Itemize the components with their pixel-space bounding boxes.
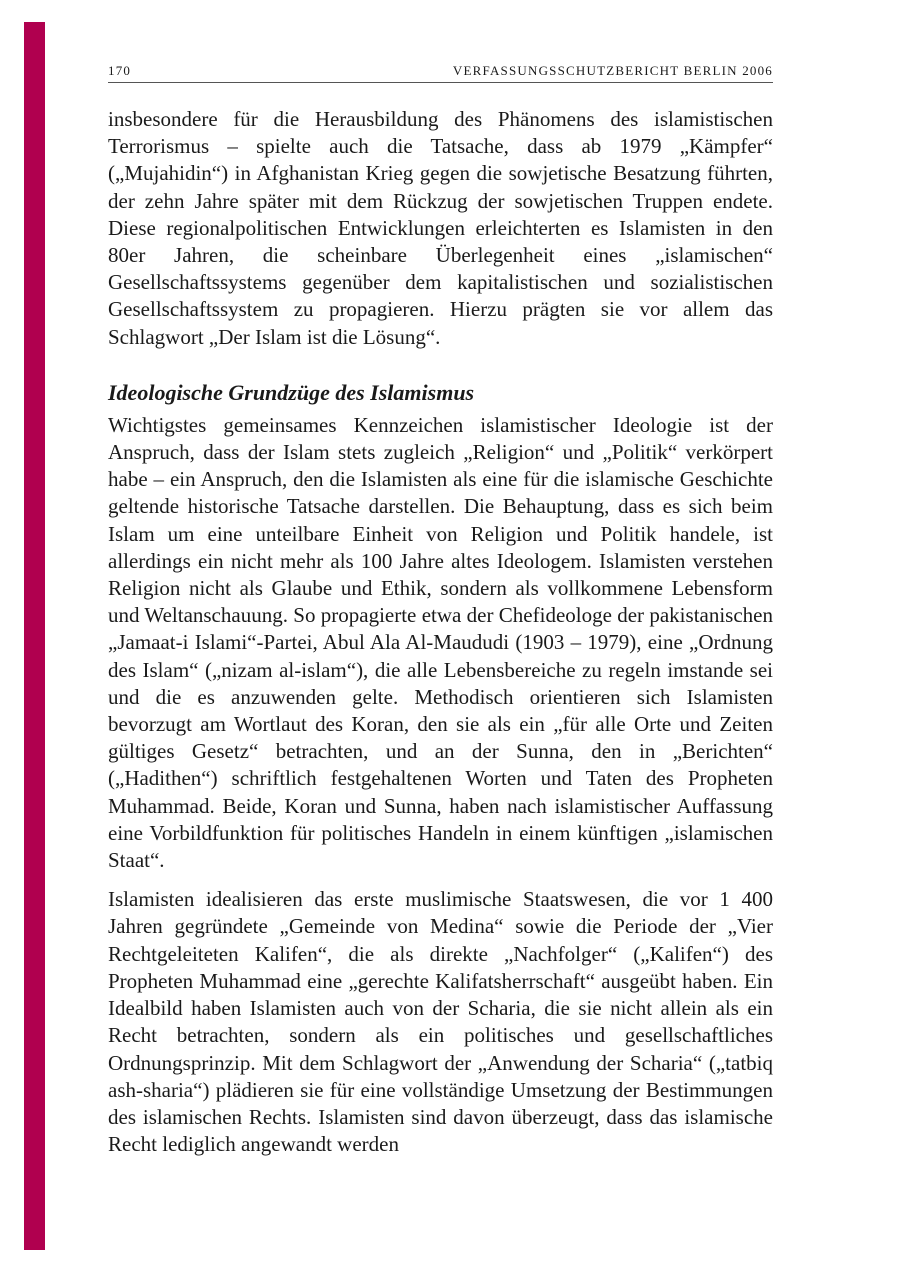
page-number: 170 [108, 63, 132, 78]
intro-paragraph: insbesondere für die Herausbildung des Phänomens des islamistischen Terrorismus – spielte auch die Tatsache, dass ab 1979 „Kämpfer“ („Mujahidin“) in Afghanistan Krieg gegen die sowjetische Besatzung führten, der zehn Jahre später mit dem Rückzug der sowjetischen Truppen endete. Diese regionalpolitischen Entwicklungen erleichterten es Islamisten in den 80er Jahren, die scheinbare Überlegenheit eines „islamischen“ Gesellschaftssystems gegenüber dem kapitalistischen und sozialistischen Gesellschaftssystem zu propagieren. Hierzu prägten sie vor allem das Schlagwort „Der Islam ist die Lösung“. [108, 107, 773, 349]
page-body [108, 106, 773, 1158]
body-paragraph-1: Wichtigstes gemeinsames Kennzeichen islamistischer Ideologie ist der Anspruch, dass der Islam stets zugleich „Religion“ und „Politik“ verkörpert habe – ein Anspruch, den die Islamisten als eine für die islamische Geschichte geltende historische Tatsache darstellen. Die Behauptung, dass es sich beim Islam um eine unteilbare Einheit von Religion und Politik handele, ist allerdings ein nicht mehr als 100 Jahre altes Ideologem. Islamisten verstehen Religion nicht als Glaube und Ethik, sondern als vollkommene Lebensform und Weltanschauung. So propagierte etwa der Chefideologe der pakistanischen „Jamaat-i Islami“-Partei, Abul Ala Al-Maududi (1903 – 1979), eine „Ordnung des Islam“ („nizam al-islam“), die alle Lebensbereiche zu regeln imstande sei und die es anzuwenden gelte. Methodisch orientieren sich Islamisten bevorzugt am Wortlaut des Koran, den sie als ein „für alle Orte und Zeiten gültiges Gesetz“ betrachten, und an der Sunna, den in „Berichten“ („Hadithen“) schriftlich festgehaltenen Worten und Taten des Propheten Muhammad. Beide, Koran und Sunna, haben nach islamistischer Auffassung eine Vorbildfunktion für politisches Handeln in einem künftigen „islamischen Staat“. [108, 412, 773, 873]
running-title: VERFASSUNGSSCHUTZBERICHT BERLIN 2006 [452, 63, 773, 78]
section-heading: Ideologische Grundzüge des Islamismus [108, 379, 475, 405]
body-paragraph-2: Islamisten idealisieren das erste muslimische Staatswesen, die vor 1 400 Jahren gegründete „Gemeinde von Medina“ sowie die Periode der „Vier Rechtgeleiteten Kalifen“, die als direkte „Nachfolger“ („Kalifen“) des Propheten Muhammad eine „gerechte Kalifatsherrschaft“ ausgeübt haben. Ein Idealbild haben Islamisten auch von der Scharia, die sie nicht allein als ein Recht betrachten, sondern als ein politisches und gesellschaftliches Ordnungsprinzip. Mit dem Schlagwort der „Anwendung der Scharia“ („tatbiq ash-sharia“) plädieren sie für eine vollständige Umsetzung der Bestimmungen des islamischen Rechts. Islamisten sind davon überzeugt, dass das islamische Recht lediglich angewandt werden [108, 887, 773, 1157]
decorative-side-bar [24, 22, 45, 1250]
page-header [108, 62, 773, 83]
